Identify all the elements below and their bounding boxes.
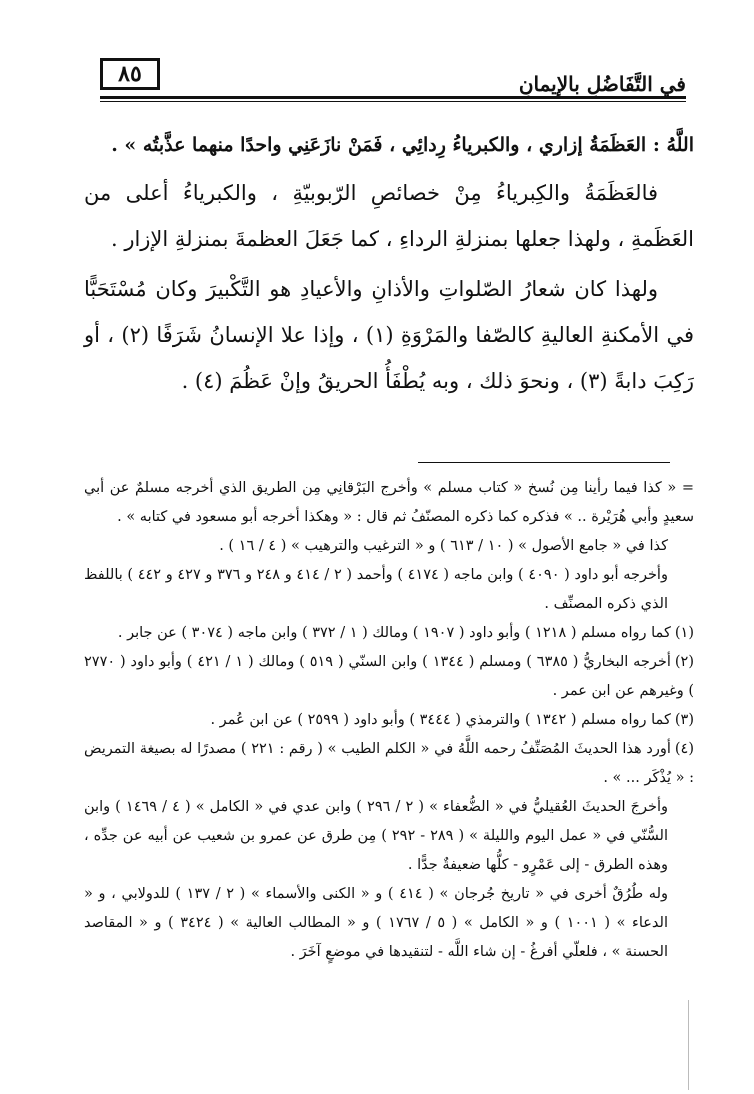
running-title: في التَّفَاضُلِ بالإيمانِ (518, 72, 686, 96)
page-header (100, 58, 686, 104)
scan-edge-line (688, 1000, 689, 1090)
footnote-1-text: كما رواه مسلم ( ١٢١٨ ) وأبو داود ( ١٩٠٧ ) ومالك ( ١ / ٣٧٢ ) وابن ماجه ( ٣٠٧٤ ) عن جابر . (117, 625, 671, 641)
header-rule-thin (100, 101, 686, 102)
footnotes (84, 474, 694, 967)
footnote-1 (84, 619, 694, 648)
footnote-continuation-more: وأخرجه أبو داود ( ٤٠٩٠ ) وابن ماجه ( ٤١٧٤ ) وأحمد ( ٢ / ٤١٤ و ٢٤٨ و ٣٧٦ و ٤٢٧ و ٤٤٢ ) باللفظ الذي ذكره المصنِّف . (84, 567, 668, 612)
footnote-2-text: أخرجه البخاريُّ ( ٦٣٨٥ ) ومسلم ( ١٣٤٤ ) وابن السنّي ( ٥١٩ ) ومالك ( ١ / ٤٢١ ) وأبو داود ( ٢٧٧٠ ) وغيرهم عن ابن عمر . (84, 654, 694, 699)
footnote-1-number: (١) (674, 625, 694, 641)
paragraph-greatness-pride: فالعَظَمَةُ والكِبرياءُ مِنْ خصائصِ الرّبوبيّةِ ، والكبرياءُ أعلى من العَظَمةِ ، ولهذا جعلها بمنزلةِ الرداءِ ، كما جَعَلَ العظمةَ بمنزلةِ الإزار . (84, 181, 694, 251)
footnote-3-text: كما رواه مسلم ( ١٣٤٢ ) والترمذي ( ٣٤٤٤ ) وأبو داود ( ٢٥٩٩ ) عن ابن عُمر . (210, 712, 671, 728)
paragraph-hadith-end: اللَّهُ : العَظَمَةُ إزاري ، والكبرياءُ رِدائِي ، فَمَنْ نازَعَنِي واحدًا منهما عذَّبتُه » . (111, 134, 694, 156)
footnote-continuation-source: كذا في « جامع الأصول » ( ١٠ / ٦١٣ ) و « الترغيب والترهيب » ( ٤ / ١٦ ) . (219, 538, 668, 554)
footnote-4-number: (٤) (674, 741, 695, 757)
footnote-3 (84, 706, 694, 735)
footnote-separator (418, 462, 670, 463)
main-text (84, 120, 694, 404)
footnote-4-text: أورد هذا الحديثَ المُصَنِّفُ رحمه اللَّهُ في « الكلم الطيب » ( رقم : ٢٢١ ) مصدرًا له بصيغة التمريض : « يُذْكَر ... » . (84, 741, 694, 786)
page-number: ٨٥ (100, 58, 160, 90)
footnote-4-sources: وأخرجَ الحديثَ العُقيليُّ في « الضُّعفاء » ( ٢ / ٢٩٦ ) وابن عدي في « الكامل » ( ٤ / ١٤٦٩ ) وابن السُّنّي في « عمل اليوم والليلة » ( ٢٨٩ - ٢٩٢ ) مِن طرق عن عمرو بن شعيب عن أبيه عن جدِّه ، وهذه الطرق - إلى عَمْرٍو - كلُّها ضعيفةٌ جدًّا . (84, 799, 668, 873)
footnote-3-number: (٣) (674, 712, 694, 728)
footnote-4 (84, 735, 694, 793)
header-rule (100, 96, 686, 99)
footnote-continuation: = « كذا فيما رأينا مِن نُسخ « كتاب مسلم » وأخرج البَرْقانِي مِن الطريق الذي أخرجه مسلمٌ عن أبي سعيدٍ وأبي هُرَيْرة .. » فذكره كما ذكره المصنّفُ ثم قال : « وهكذا أخرجه أبو مسعود في كتابه » . (84, 480, 694, 525)
footnote-4-other-routes: وله طُرُقٌ أخرى في « تاريخ جُرجان » ( ٤١٤ ) و « الكنى والأسماء » ( ٢ / ١٣٧ ) للدولابي ، و « الدعاء » ( ١٠٠١ ) و « الكامل » ( ٥ / ١٧٦٧ ) و « المطالب العالية » ( ٣٤٢٤ ) و « المقاصد الحسنة » ، فلعلّي أفرغُ - إن شاء اللَّه - لتنقيدها في موضعٍ آخَرَ . (84, 886, 669, 960)
footnote-2-number: (٢) (674, 654, 695, 670)
paragraph-takbir: ولهذا كان شعارُ الصّلواتِ والأذانِ والأعيادِ هو التَّكْبيرَ وكان مُسْتَحَبًّا في الأمكنةِ العاليةِ كالصّفا والمَرْوَةِ (١) ، وإذا علا الإنسانُ شَرَفًا (٢) ، أو رَكِبَ دابةً (٣) ، ونحوَ ذلك ، وبه يُطْفَأُ الحريقُ وإنْ عَظُمَ (٤) . (84, 277, 694, 393)
footnote-2 (84, 648, 694, 706)
